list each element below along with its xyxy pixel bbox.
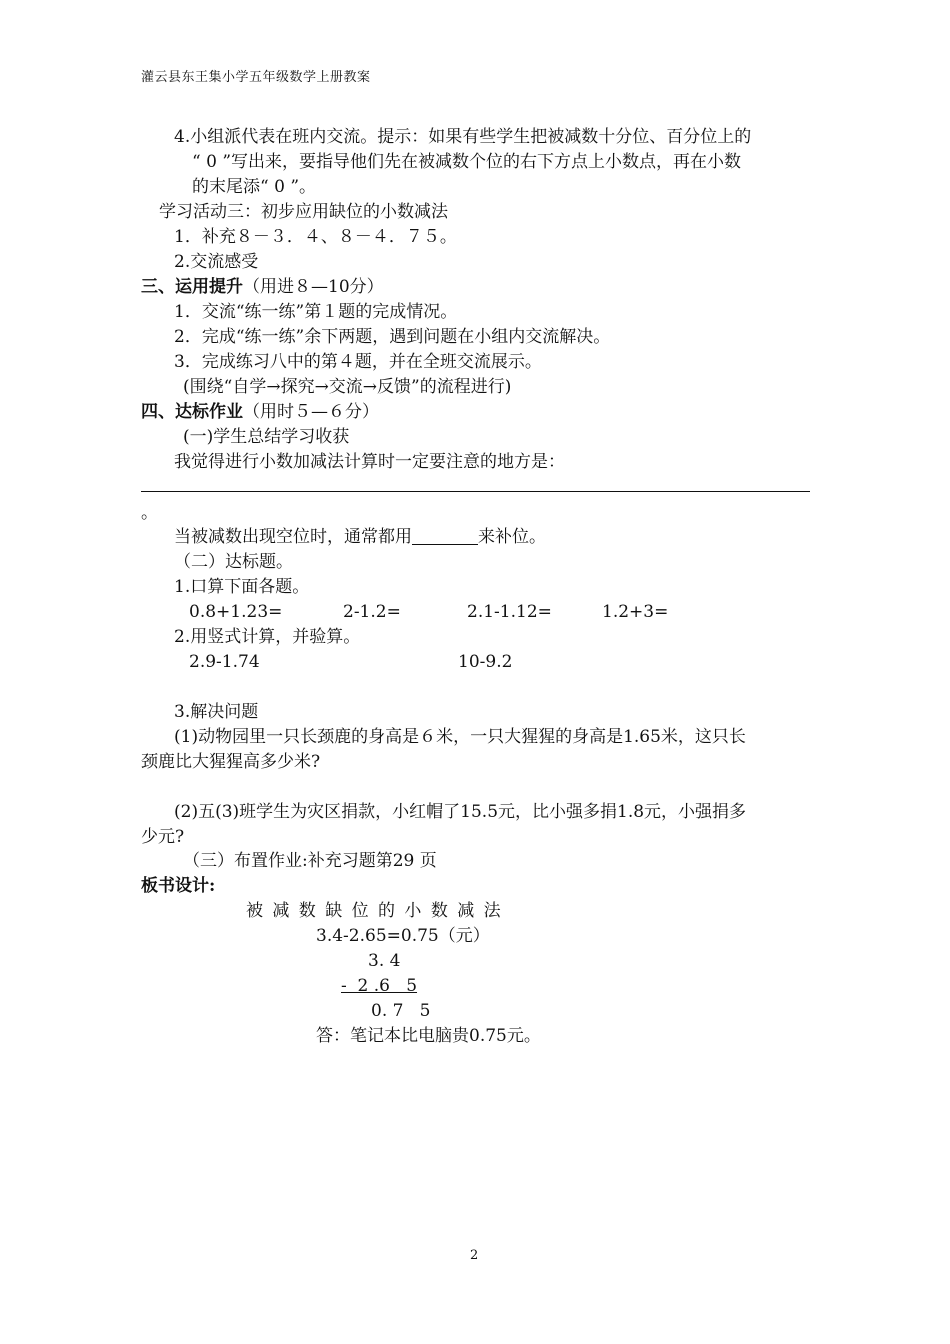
sub2-title: （二）达标题。 (174, 552, 293, 572)
q1-item: 0.8+1.23= (189, 602, 283, 622)
vertical-line1: 3. 4 (368, 951, 401, 971)
section4-title (141, 401, 379, 423)
sub1-prompt: 我觉得进行小数加减法计算时一定要注意的地方是： (174, 452, 565, 472)
page-number: 2 (470, 1248, 479, 1263)
q1-item: 1.2+3= (602, 602, 669, 622)
item4-line3: 的末尾添“ 0 ”。 (192, 177, 317, 197)
sub1-title: (一)学生总结学习收获 (183, 427, 350, 447)
sub3-homework: （三）布置作业:补充习题第29 页 (183, 851, 437, 871)
fill-blank[interactable] (412, 528, 478, 545)
q1-title: 1.口算下面各题。 (174, 577, 310, 597)
section3-item2: 2．完成“练一练”余下两题，遇到问题在小组内交流解决。 (174, 327, 611, 347)
vertical-line2: - 2 .6 5 (341, 976, 418, 996)
q1-item: 2.1-1.12= (467, 602, 552, 622)
q3-p2-line1: (2)五(3)班学生为灾区捐款，小红帽了15.5元，比小强多捐1.8元，小强捐多 (174, 802, 747, 822)
activity3-item1: 1．补充８－３．４、８－４．７５。 (174, 227, 457, 247)
section3-item3: 3．完成练习八中的第４题，并在全班交流展示。 (174, 352, 542, 372)
page-header: 灌云县东王集小学五年级数学上册教案 (141, 70, 371, 85)
answer-line (141, 491, 810, 492)
activity3-title: 学习活动三：初步应用缺位的小数减法 (159, 202, 448, 222)
board-equation: 3.4-2.65=0.75（元） (316, 926, 490, 946)
board-title: 被 减 数 缺 位 的 小 数 减 法 (246, 901, 503, 921)
board-heading: 板书设计: (141, 876, 216, 896)
section3-note: (围绕“自学→探究→交流→反馈”的流程进行) (183, 377, 512, 397)
q2-item: 2.9-1.74 (189, 652, 260, 672)
section3-time: （用进８—10分） (243, 277, 384, 297)
q3-p1-line2: 颈鹿比大猩猩高多少米? (141, 752, 321, 772)
fill-before: 当被减数出现空位时，通常都用 (174, 527, 412, 547)
q3-p2-line2: 少元? (141, 827, 185, 847)
vertical-line3: 0. 7 5 (371, 1001, 431, 1021)
q2-item: 10-9.2 (458, 652, 513, 672)
q3-title: 3.解决问题 (174, 702, 259, 722)
q3-p1-line1: (1)动物园里一只长颈鹿的身高是６米，一只大猩猩的身高是1.65米，这只长 (174, 727, 746, 747)
section3-heading: 三、运用提升 (141, 277, 243, 297)
sub1-period: 。 (141, 503, 158, 523)
activity3-item2: 2.交流感受 (174, 252, 259, 272)
board-answer: 答：笔记本比电脑贵0.75元。 (316, 1026, 541, 1046)
item4-line2: “ 0 ”写出来，要指导他们先在被减数个位的右下方点上小数点，再在小数 (192, 152, 742, 172)
fill-after: 来补位。 (478, 527, 546, 547)
section3-title (141, 276, 384, 298)
section3-item1: 1．交流“练一练”第１题的完成情况。 (174, 302, 458, 322)
q1-item: 2-1.2= (343, 602, 401, 622)
fill-blank-sentence (174, 526, 546, 548)
section4-heading: 四、达标作业 (141, 402, 243, 422)
item4-line1: 4.小组派代表在班内交流。提示：如果有些学生把被减数十分位、百分位上的 (174, 127, 752, 147)
section4-time: （用时５—６分） (243, 402, 379, 422)
q2-title: 2.用竖式计算，并验算。 (174, 627, 361, 647)
